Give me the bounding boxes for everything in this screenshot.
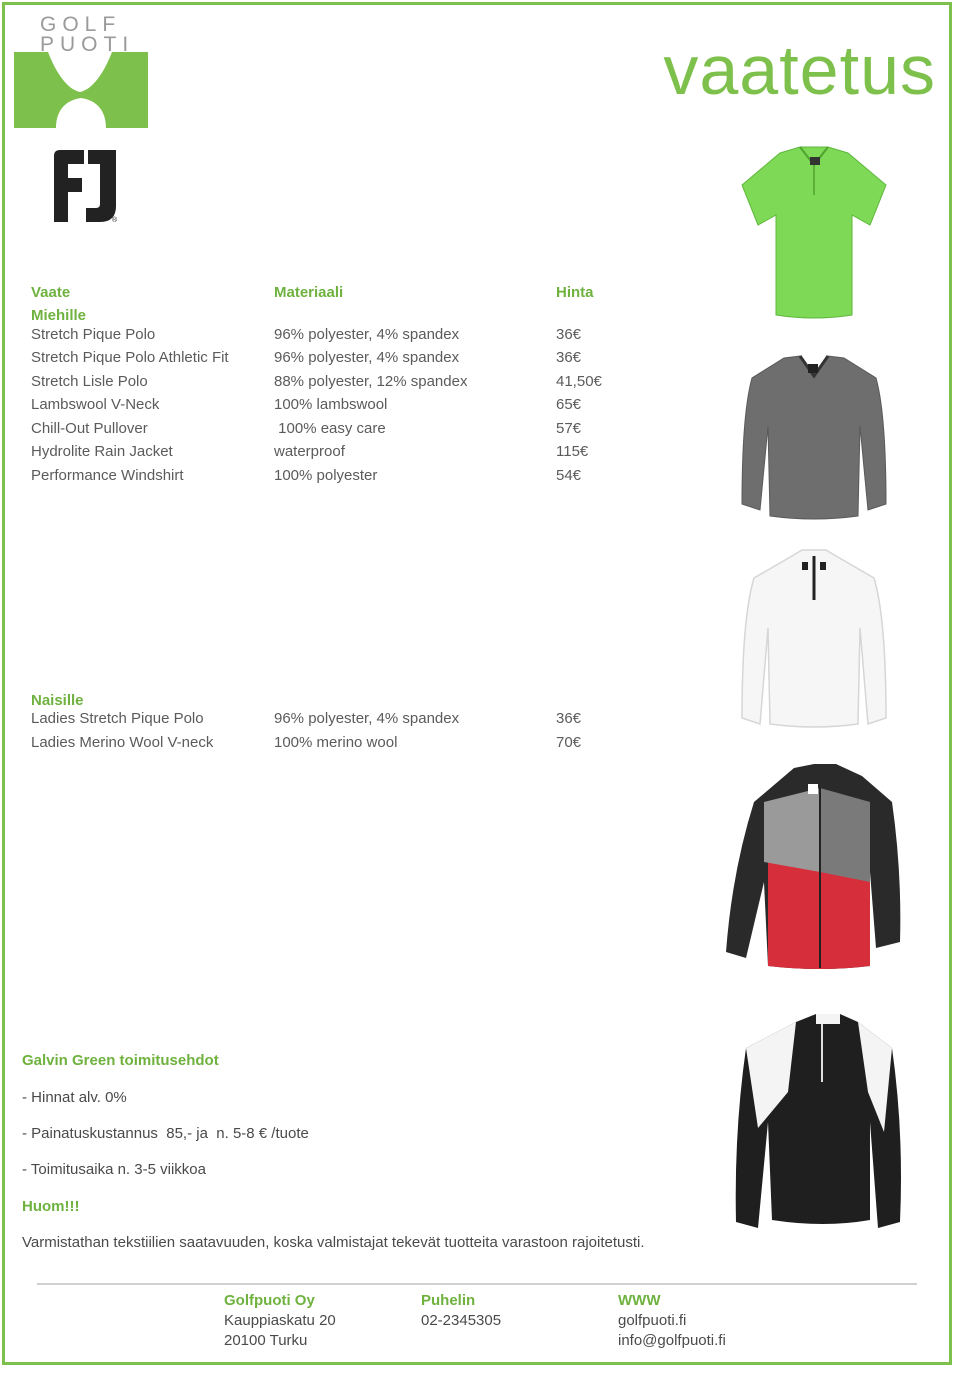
header-materiaali: Materiaali [274, 284, 344, 301]
footer-website-link[interactable]: golfpuoti.fi [618, 1312, 687, 1329]
item-price: 36€ [556, 326, 582, 343]
item-material: 96% polyester, 4% spandex [274, 326, 460, 343]
item-name: Performance Windshirt [31, 467, 184, 484]
item-price: 65€ [556, 396, 582, 413]
header-vaate: Vaate [31, 284, 71, 301]
item-material: waterproof [274, 443, 345, 460]
footer-www-label: WWW [618, 1292, 661, 1309]
item-name: Stretch Pique Polo Athletic Fit [31, 349, 229, 366]
terms-heading: Galvin Green toimitusehdot [22, 1052, 219, 1069]
logo-green-mark [14, 52, 148, 128]
item-name: Stretch Lisle Polo [31, 373, 148, 390]
item-price: 36€ [556, 710, 582, 727]
item-price: 115€ [556, 443, 589, 460]
section-men: Miehille [31, 307, 87, 324]
item-price: 57€ [556, 420, 582, 437]
item-material: 96% polyester, 4% spandex [274, 710, 460, 727]
section-women: Naisille [31, 692, 84, 709]
note-heading: Huom!!! [22, 1198, 80, 1215]
item-material: 100% lambswool [274, 396, 388, 413]
item-material: 88% polyester, 12% spandex [274, 373, 468, 390]
footer-phone-label: Puhelin [421, 1292, 476, 1309]
footer-address-line1: Kauppiaskatu 20 [224, 1312, 336, 1329]
item-price: 41,50€ [556, 373, 602, 390]
page-title: vaatetus [663, 31, 936, 109]
item-name: Stretch Pique Polo [31, 326, 156, 343]
item-material: 100% easy care [274, 420, 386, 437]
footer-company-label: Golfpuoti Oy [224, 1292, 315, 1309]
green-polo-shirt-image [740, 145, 888, 323]
footer-phone: 02-2345305 [421, 1312, 502, 1329]
red-grey-rain-jacket-image [724, 762, 904, 972]
item-name: Lambswool V-Neck [31, 396, 160, 413]
note-text: Varmistathan tekstiilien saatavuuden, koska valmistajat tekevät tuotteita varastoon rajoitetusti. [22, 1234, 645, 1251]
item-name: Ladies Merino Wool V-neck [31, 734, 214, 751]
footer-divider [37, 1283, 917, 1285]
footer-email-link[interactable]: info@golfpuoti.fi [618, 1332, 726, 1349]
item-price: 54€ [556, 467, 582, 484]
item-name: Ladies Stretch Pique Polo [31, 710, 204, 727]
grey-v-neck-sweater-image [740, 354, 888, 520]
item-material: 100% merino wool [274, 734, 398, 751]
item-material: 96% polyester, 4% spandex [274, 349, 460, 366]
svg-text:®: ® [112, 217, 118, 224]
terms-line: - Toimitusaika n. 3-5 viikkoa [22, 1161, 206, 1178]
header-hinta: Hinta [556, 284, 594, 301]
logo-text-golf: GOLF [40, 13, 122, 36]
item-price: 36€ [556, 349, 582, 366]
black-white-windshirt-image [732, 1012, 904, 1236]
item-material: 100% polyester [274, 467, 378, 484]
item-name: Hydrolite Rain Jacket [31, 443, 173, 460]
logo-text-puoti: PUOTI [40, 33, 135, 56]
fj-logo [54, 150, 120, 224]
item-price: 70€ [556, 734, 582, 751]
terms-line: - Hinnat alv. 0% [22, 1089, 127, 1106]
footer-address-line2: 20100 Turku [224, 1332, 308, 1349]
item-name: Chill-Out Pullover [31, 420, 148, 437]
white-pullover-image [740, 548, 888, 730]
terms-line: - Painatuskustannus 85,- ja n. 5-8 € /tuote [22, 1125, 309, 1142]
